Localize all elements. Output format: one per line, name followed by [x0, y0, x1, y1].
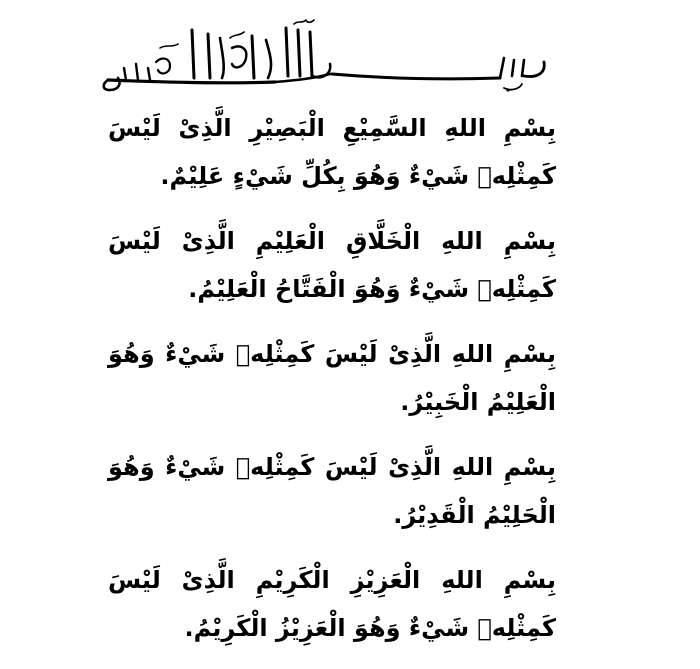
basmala-calligraphy-graphic	[100, 18, 550, 96]
dua-paragraph-4: بِسْمِ اللهِ الَّذِىْ لَيْسَ كَمِثْلِهٖ شَيْءٌ وَهُوَ الْحَلِيْمُ الْقَدِيْرُ.	[108, 453, 556, 529]
dua-text-block	[108, 104, 556, 669]
dua-paragraph-5: بِسْمِ اللهِ الْعَزِيْزِ الْكَرِيْمِ الَّذِىْ لَيْسَ كَمِثْلِهٖ شَيْءٌ وَهُوَ الْعَزِيْزُ الْكَرِيْمُ.	[108, 566, 556, 642]
basmala-calligraphy	[100, 18, 550, 96]
dua-paragraph-3: بِسْمِ اللهِ الَّذِىْ لَيْسَ كَمِثْلِهٖ شَيْءٌ وَهُوَ الْعَلِيْمُ الْخَبِيْرُ.	[108, 340, 556, 416]
dua-paragraph-2: بِسْمِ اللهِ الْخَلَّاقِ الْعَلِيْمِ الَّذِىْ لَيْسَ كَمِثْلِهٖ شَيْءٌ وَهُوَ الْفَتَّاحُ الْعَلِيْمُ.	[108, 227, 556, 303]
dua-paragraph-1: بِسْمِ اللهِ السَّمِيْعِ الْبَصِيْرِ الَّذِىْ لَيْسَ كَمِثْلِهٖ شَيْءٌ وَهُوَ بِكُلِّ شَيْءٍ عَلِيْمٌ.	[108, 114, 556, 190]
